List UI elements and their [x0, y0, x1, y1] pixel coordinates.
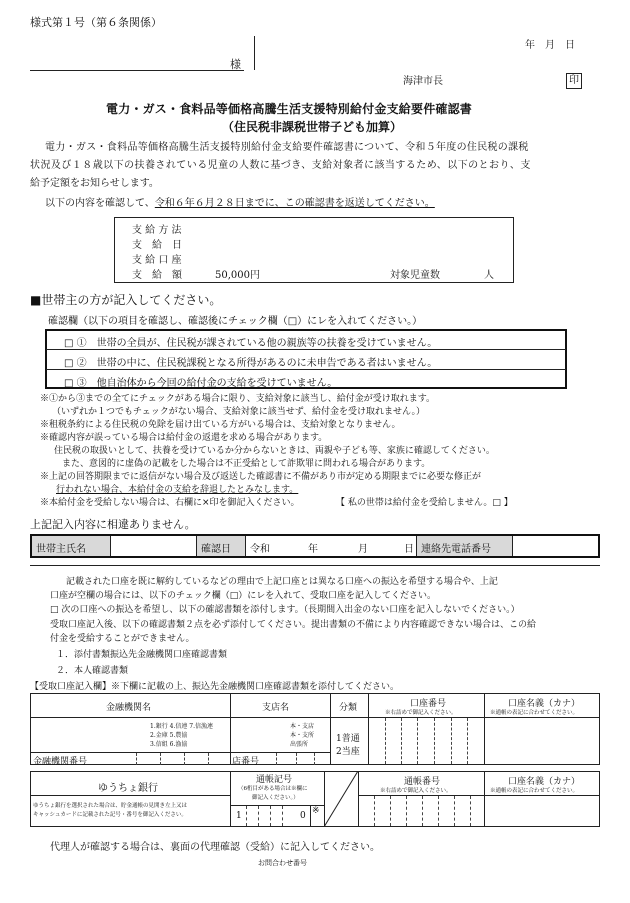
sign-divider-3 [245, 536, 246, 556]
yucho-symbol-label: 通帳記号 [256, 775, 293, 785]
bank-header-line [30, 717, 600, 718]
acct-digit-div-5 [451, 718, 452, 764]
note-5: 住民税の取扱いとして、扶養を受けているか分からないときは、両親や子ども等、家族に確認してください。 [54, 446, 495, 456]
bank-col-2 [330, 693, 331, 765]
yucho-name: ゆうちょ銀行 [98, 783, 158, 794]
yucho-col-4 [484, 771, 485, 827]
account-number-header: 口座番号 [410, 699, 447, 709]
yucho-note-1: ゆうちょ銀行を選択された場合は、貯金通帳の見開き左上又は [33, 803, 188, 809]
acct-digit-div-2 [401, 718, 402, 764]
yucho-header-line [358, 795, 600, 796]
yucho-digit-first: 1 [236, 811, 242, 821]
intro-line1: 電力・ガス・食料品等価格高騰生活支援特別給付金支給要件確認書について、令和５年度の住民税の課税 [45, 142, 529, 153]
bank-code-div-3 [184, 753, 185, 765]
month-label: 月 [358, 544, 368, 555]
householder-name-field[interactable] [111, 536, 196, 556]
intro-line2: 状況及び１８歳以下の扶養されている児童の人数に基づき、支給対象者に該当するため、以下のとおり、支 [30, 160, 531, 171]
section-heading: ■世帯主の方が記入してください。 [30, 293, 222, 307]
deadline-underlined: 令和６年６月２８日までに、この確認書を返送してください。 [154, 198, 435, 209]
yucho-sym-div-4 [282, 806, 283, 826]
payment-method-label: 支 給 方 法 [132, 225, 182, 236]
intro-line3: 給予定額をお知らせします。 [30, 178, 159, 189]
note-7: ※上記の回答期限までに返信がない場合及び返送した確認書に不備があり市が定める期限までに必要な修正が [40, 472, 482, 482]
deadline-text [45, 194, 435, 209]
children-count-label: 対象児童数 [390, 270, 440, 281]
bank-type-1: 1.銀行 4.信連 7.信漁連 [150, 723, 213, 730]
phone-field[interactable] [513, 536, 598, 556]
yucho-symbol-note-2: 御記入ください。） [252, 795, 299, 801]
kind-option-2[interactable]: 2当座 [336, 747, 360, 757]
yucho-note-2: キャッシュカードに記載された記号・番号を御記入ください。 [33, 812, 187, 818]
date-label: 年 月 日 [525, 40, 575, 51]
yucho-num-div-6 [454, 796, 455, 826]
note-8: 行われない場合、本給付金の支給を辞退したとみなします。 [56, 485, 299, 495]
branch-type-3: 出張所 [290, 741, 309, 748]
yucho-number-label: 通帳番号 [404, 777, 441, 787]
check-item-1[interactable]: □ ① 世帯の全員が、住民税が課されている他の親族等の扶養を受けていません。 [64, 338, 438, 349]
contact-label: お問合わせ番号 [258, 859, 307, 867]
change-line-5: 付金を受給することができません。 [50, 634, 195, 644]
holder-header: 口座名義（カナ） [508, 699, 581, 709]
yucho-number-note: ※右詰めで御記入ください。 [380, 788, 452, 794]
note-6: また、意図的に虚偽の記載をした場合は不正受給として詐欺罪に問われる場合があります。 [62, 459, 431, 469]
title-line1: 電力・ガス・食料品等価格高騰生活支援特別給付金支給要件確認書 [106, 102, 473, 116]
bank-code-label: 金融機関番号 [33, 757, 88, 767]
yucho-sym-div-1 [246, 806, 247, 826]
seal-icon: 印 [566, 73, 582, 89]
separator-line [30, 565, 600, 566]
change-checkbox[interactable]: □ 次の口座への振込を希望し、以下の確認書類を添付します。（長期間入出金のない口座を記入しないでください。） [50, 605, 520, 615]
checklist-divider-2 [46, 369, 566, 370]
issuer: 海津市長 [403, 76, 443, 87]
bank-col-3 [368, 693, 369, 765]
addressee-divider [254, 36, 255, 70]
yucho-asterisk: ※ [312, 806, 320, 816]
yucho-digit-last: 0 [300, 811, 306, 821]
yucho-num-div-2 [390, 796, 391, 826]
yucho-col-1 [230, 771, 231, 827]
bank-col-1 [230, 693, 231, 765]
acct-digit-div-1 [385, 718, 386, 764]
attachment-2: ２．本人確認書類 [56, 666, 129, 676]
attachment-1: １．添付書類振込先金融機関口座確認書類 [56, 650, 228, 660]
bank-code-div-1 [136, 753, 137, 765]
decline-checkbox[interactable]: 【 私の世帯は給付金を受給しません。□ 】 [336, 498, 513, 508]
yucho-sym-div-3 [270, 806, 271, 826]
householder-name-label: 世帯主氏名 [36, 544, 86, 555]
form-number: 様式第１号（第６条関係） [30, 16, 162, 29]
account-number-note: ※右詰めで御記入ください。 [385, 710, 457, 716]
change-line-4: 受取口座記入後、以下の確認書類２点を必ず添付してください。提出書類の不備により内容確認できない場合は、この給 [50, 620, 537, 630]
no-error-statement: 上記記入内容に相違ありません。 [30, 518, 196, 531]
addressee-suffix: 様 [230, 58, 241, 71]
phone-label: 連絡先電話番号 [421, 544, 491, 555]
addressee-line [30, 70, 244, 71]
payment-date-label: 支 給 日 [132, 240, 182, 251]
year-label: 年 [308, 544, 318, 555]
check-item-3[interactable]: □ ③ 他自治体から今回の給付金の支給を受けていません。 [64, 378, 338, 389]
kind-header: 分類 [339, 703, 358, 713]
bank-type-3: 3.信組 6.漁協 [150, 741, 188, 748]
children-count-unit: 人 [484, 270, 494, 281]
yucho-num-div-4 [422, 796, 423, 826]
yucho-holder-header: 口座名義（カナ） [508, 777, 581, 787]
checklist-divider-1 [46, 349, 566, 350]
change-line-1: 記載された口座を既に解約しているなどの理由で上記口座とは異なる口座への振込を希望する場合や、上記 [66, 577, 498, 587]
acct-digit-div-3 [417, 718, 418, 764]
acct-digit-div-4 [434, 718, 435, 764]
yucho-num-div-3 [406, 796, 407, 826]
branch-code-div-2 [296, 753, 297, 765]
kind-option-1[interactable]: 1普通 [336, 734, 360, 744]
holder-note: ※通帳の表記に合わせてください。 [490, 710, 579, 716]
branch-name-header: 支店名 [262, 703, 290, 713]
branch-code-div-3 [314, 753, 315, 765]
yucho-sym-div-2 [258, 806, 259, 826]
yucho-num-div-7 [470, 796, 471, 826]
branch-type-2: 本・支所 [290, 732, 315, 739]
confirm-date-label: 確認日 [201, 544, 231, 555]
note-2: （いずれか１つでもチェックがない場合、支給対象に該当せず、給付金を受け取れません。） [52, 407, 426, 417]
confirm-note: 確認欄（以下の項目を確認し、確認後にチェック欄（□）にレを入れてください。） [48, 316, 423, 327]
branch-code-label: 店番号 [232, 757, 260, 767]
payment-amount-value: 50,000円 [215, 270, 260, 281]
note-3: ※租税条約による住民税の免除を届け出ている方がいる場合は、支給対象となりません。 [40, 420, 401, 430]
yucho-col-3 [358, 771, 359, 827]
payment-account-label: 支 給 口 座 [132, 255, 182, 266]
bank-type-2: 2.金庫 5.農協 [150, 732, 188, 739]
payment-amount-label: 支 給 額 [132, 270, 182, 281]
deadline-prefix: 以下の内容を確認して、 [45, 198, 155, 209]
branch-code-div-1 [276, 753, 277, 765]
yucho-num-div-5 [438, 796, 439, 826]
note-9: ※本給付金を受給しない場合は、右欄に×印を御記入ください。 [40, 498, 300, 508]
note-1: ※①から③までの全てにチェックがある場合に限り、支給対象に該当し、給付金が受け取れます。 [40, 394, 436, 404]
proxy-note: 代理人が確認する場合は、裏面の代理確認（受給）に記入してください。 [50, 842, 380, 853]
check-item-2[interactable]: □ ② 世帯の中に、住民税課税となる所得があるのに未申告である者はいません。 [64, 358, 438, 369]
day-label: 日 [404, 544, 414, 555]
yucho-holder-note: ※通帳の表記に合わせてください。 [490, 788, 579, 794]
acct-digit-div-6 [467, 718, 468, 764]
yucho-slash [324, 771, 358, 827]
bank-code-line [30, 752, 230, 753]
bank-code-div-2 [160, 753, 161, 765]
yucho-symbol-note-1: （6桁目がある場合は※欄に [238, 786, 308, 792]
bank-col-4 [484, 693, 485, 765]
yucho-sym-div-5 [310, 806, 311, 826]
account-section-heading: 【受取口座記入欄】※下欄に記載の上、振込先金融機関口座確認書類を添付してください。 [30, 682, 400, 692]
note-4: ※確認内容が誤っている場合は給付金の返還を求める場合があります。 [40, 433, 328, 443]
yucho-name-line [30, 795, 230, 796]
bank-code-div-4 [208, 753, 209, 765]
yucho-num-div-1 [374, 796, 375, 826]
change-line-2: 口座が空欄の場合には、以下のチェック欄（□）にレを入れて、受取口座を記入してください。 [50, 591, 437, 601]
branch-code-line [230, 752, 330, 753]
bank-name-header: 金融機関名 [106, 703, 152, 713]
era-label: 令和 [250, 544, 270, 555]
branch-type-1: 本・支店 [290, 723, 315, 730]
title-line2: （住民税非課税世帯子ども加算） [222, 120, 403, 134]
